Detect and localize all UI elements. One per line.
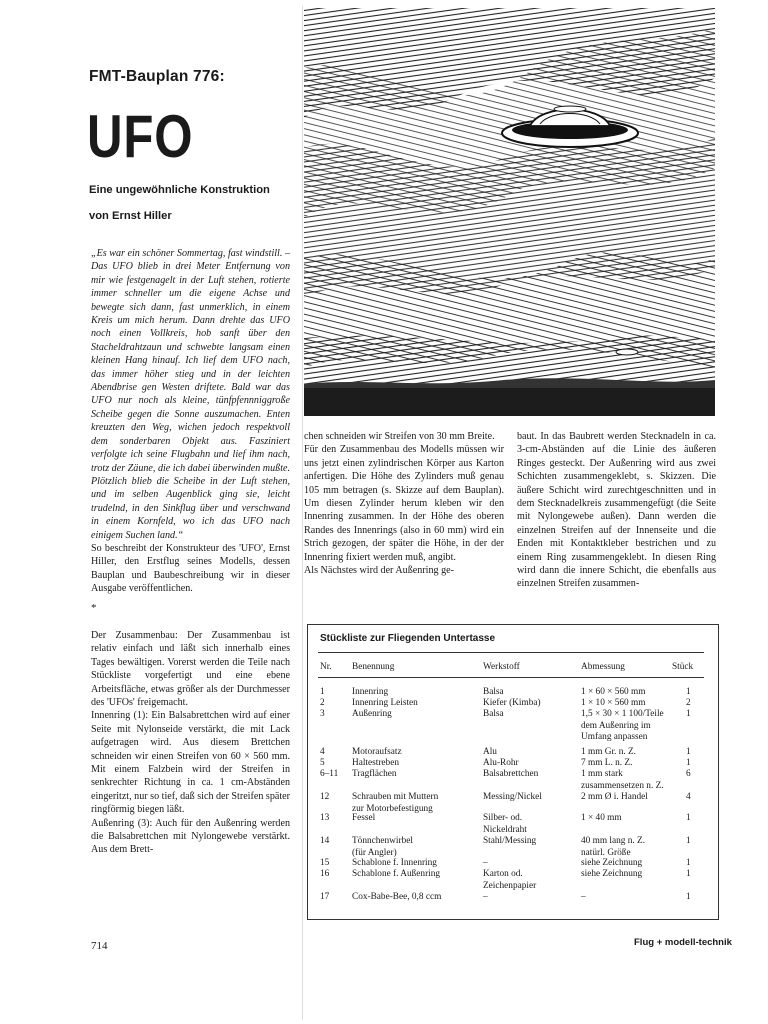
middle-paragraph-3: Als Nächstes wird der Außenring ge- bbox=[304, 565, 454, 577]
magazine-name: Flug + modell-technik bbox=[634, 937, 732, 948]
part-name: Schablone f. Außenring bbox=[352, 869, 441, 879]
part-material: Silber- od. Nickeldraht bbox=[483, 813, 527, 835]
middle-paragraph-2: Für den Zusammenbau des Modells müssen wir uns jetzt einen zylindrischen Körper aus Karton anfertigen. Die Höhe des Zylinders muß genau 105 mm betragen (s. Skizze auf dem Bauplan). Um diesen Zylinder herum kleben wir den Innenring zusammen. In der Höhe des oberen Randes des Innenrings (also in 60 mm) wird ein Strich gezogen, der später die Höhe, in der der Innenring fixiert werden muß, angibt. bbox=[304, 444, 504, 563]
part-material: Alu-Rohr bbox=[483, 758, 519, 768]
part-dimension: siehe Zeichnung bbox=[581, 869, 643, 879]
part-count: 2 bbox=[686, 698, 691, 708]
inner-ring-paragraph: Innenring (1): Ein Balsabrettchen wird auf einer Seite mit Nylonseide verstärkt, die mit Lack aufgetragen wird. Aus diesem Brettchen schneiden wir einen Streifen von 60 × 560 mm. Mit einem Falzbein wird der Streifen in senkrechter Richtung in ca. 1 cm-Abständen eingeritzt, nur so tief, daß sich der Streifen später ringförmig biegen läßt. bbox=[91, 710, 291, 816]
part-name: Schrauben mit Muttern zur Motorbefestigung bbox=[352, 792, 439, 814]
part-count: 1 bbox=[686, 813, 691, 823]
part-count: 1 bbox=[686, 869, 691, 879]
part-material: Stahl/Messing bbox=[483, 836, 537, 846]
part-material: Alu bbox=[483, 747, 497, 757]
part-number: 17 bbox=[320, 892, 330, 902]
part-name: Außenring bbox=[352, 709, 392, 719]
article-author: von Ernst Hiller bbox=[89, 210, 172, 222]
part-count: 4 bbox=[686, 792, 691, 802]
part-material: Balsa bbox=[483, 709, 504, 719]
kicker-title: FMT-Bauplan 776: bbox=[89, 68, 225, 85]
column-divider bbox=[302, 6, 303, 1020]
page-number: 714 bbox=[91, 940, 108, 952]
part-dimension: 1 mm stark zusammensetzen n. Z. bbox=[581, 769, 664, 791]
part-dimension: 1 × 60 × 560 mm bbox=[581, 687, 646, 697]
quote-paragraph: „Es war ein schöner Sommertag, fast windstill. – Das UFO blieb in drei Meter Entfernung von mir wie festgenagelt in der Luft stehen, rotierte immer schneller um die eigene Achse und bewegte sich dann, fast unmerklich, in einem Kreis um mich herum. Dann drehte das UFO noch einen Vollkreis, hob sanft über den Stacheldrahtzaun und schwebte langsam einen kleinen Hang hinauf. Ich lief dem UFO nach, das immer höher stieg und in der leichten Abendbrise gen Westen driftete. Bald war das UFO nur noch als kleine, tünfpfennniggroße Scheibe gegen die Sonne auszumachen. Enten kreuzten den Weg, wichen jedoch respektvoll dem sonderbaren Objekt aus. Fasziniert verfolgte ich seine Flugbahn und lief ihm nach, trotz der Zäune, die ich dabei überwinden mußte. Plötzlich blieb die Scheibe in der Luft stehen, und im selben Augenblick ging sie, leicht trudelnd, in den Sinkflug über und verschwand in einem Kornfeld, wo ich das UFO nach einigem Suchen land.“ bbox=[91, 248, 290, 541]
part-material: Messing/Nickel bbox=[483, 792, 542, 802]
part-number: 15 bbox=[320, 858, 330, 868]
intro-paragraph: So beschreibt der Konstrukteur des 'UFO', Ernst Hiller, den Erstflug seines Modells, dessen Bauplan und Baubeschreibung wir in dieser Ausgabe veröffentlichen. bbox=[91, 542, 290, 595]
part-count: 1 bbox=[686, 687, 691, 697]
part-name: Fessel bbox=[352, 813, 376, 823]
part-dimension: 1,5 × 30 × 1 100/Teile dem Außenring im Umfang anpassen bbox=[581, 709, 664, 743]
middle-column bbox=[304, 430, 504, 577]
part-number: 1 bbox=[320, 687, 325, 697]
part-name: Innenring Leisten bbox=[352, 698, 418, 708]
part-dimension: 1 × 40 mm bbox=[581, 813, 622, 823]
ufo-illustration bbox=[304, 8, 715, 416]
part-dimension: 1 × 10 × 560 mm bbox=[581, 698, 646, 708]
col-header-dimension: Abmessung bbox=[581, 662, 625, 672]
part-number: 12 bbox=[320, 792, 330, 802]
part-dimension: siehe Zeichnung bbox=[581, 858, 643, 868]
part-dimension: – bbox=[581, 892, 586, 902]
parts-list-table bbox=[307, 624, 719, 920]
part-number: 6–11 bbox=[320, 769, 339, 779]
assembly-paragraph: Der Zusammenbau: Der Zusammenbau ist relativ einfach und läßt sich innerhalb eines Tages bewältigen. Vorerst werden die Teile nach Stückliste vorgefertigt und eine ebene Arbeitsfläche, etwas größer als der Durchmesser des 'UFOs' freigemacht. bbox=[91, 629, 290, 708]
outer-ring-paragraph: Außenring (3): Auch für den Außenring werden die Balsabrettchen mit Nylongewebe verstärkt. Aus dem Brett- bbox=[91, 817, 290, 856]
col-header-nr: Nr. bbox=[320, 662, 332, 672]
part-name: Motoraufsatz bbox=[352, 747, 402, 757]
part-material: – bbox=[483, 858, 488, 868]
part-name: Tragflächen bbox=[352, 769, 397, 779]
part-count: 1 bbox=[686, 892, 691, 902]
table-divider bbox=[318, 652, 704, 653]
part-material: Karton od. Zeichenpapier bbox=[483, 869, 537, 891]
part-number: 14 bbox=[320, 836, 330, 846]
article-subtitle: Eine ungewöhnliche Konstruktion bbox=[89, 184, 270, 196]
part-material: Balsabrettchen bbox=[483, 769, 539, 779]
part-dimension: 2 mm Ø i. Handel bbox=[581, 792, 648, 802]
parts-list-title: Stückliste zur Fliegenden Untertasse bbox=[320, 633, 496, 644]
middle-paragraph-1: chen schneiden wir Streifen von 30 mm Breite. bbox=[304, 431, 495, 442]
col-header-material: Werkstoff bbox=[483, 662, 520, 672]
part-count: 6 bbox=[686, 769, 691, 779]
col-header-name: Benennung bbox=[352, 662, 395, 672]
table-divider bbox=[318, 677, 704, 678]
part-name: Haltestreben bbox=[352, 758, 399, 768]
part-dimension: 40 mm lang n. Z. natürl. Größe bbox=[581, 836, 646, 858]
part-name: Schablone f. Innenring bbox=[352, 858, 437, 868]
article-title: UFO bbox=[87, 103, 194, 170]
part-number: 3 bbox=[320, 709, 325, 719]
part-number: 2 bbox=[320, 698, 325, 708]
right-column bbox=[517, 430, 716, 591]
part-material: Kiefer (Kimba) bbox=[483, 698, 541, 708]
part-number: 5 bbox=[320, 758, 325, 768]
col-header-count: Stück bbox=[672, 662, 694, 672]
part-dimension: 1 mm Gr. n. Z. bbox=[581, 747, 637, 757]
part-name: Cox-Babe-Bee, 0,8 ccm bbox=[352, 892, 442, 902]
part-count: 1 bbox=[686, 709, 691, 719]
part-count: 1 bbox=[686, 747, 691, 757]
part-material: – bbox=[483, 892, 488, 902]
part-count: 1 bbox=[686, 836, 691, 846]
part-count: 1 bbox=[686, 758, 691, 768]
section-separator: * bbox=[91, 601, 97, 614]
part-count: 1 bbox=[686, 858, 691, 868]
part-name: Tönnchenwirbel (für Angler) bbox=[352, 836, 413, 858]
part-number: 16 bbox=[320, 869, 330, 879]
part-number: 13 bbox=[320, 813, 330, 823]
part-number: 4 bbox=[320, 747, 325, 757]
right-paragraph-1: baut. In das Baubrett werden Stecknadeln in ca. 3-cm-Abständen auf die Linie des äußeren Ringes gesteckt. Der Außenring wird aus zwei Schichten zusammengeklebt, s. Skizzen. Die äußere Schicht wird zurechtgeschnitten und in dem Stecknadelkreis zusammengefügt (die Seite mit Nylongewebe außen). Dann werden die einzelnen Streifen auf der Innenseite und die Enden mit Kontaktkleber bestrichen und zu einem Ring zusammengeklebt. In diesen Ring wird dann die innere Schicht, die ebenfalls aus einzelnen Streifen zusammen- bbox=[517, 431, 716, 590]
part-material: Balsa bbox=[483, 687, 504, 697]
part-dimension: 7 mm L. n. Z. bbox=[581, 758, 633, 768]
part-name: Innenring bbox=[352, 687, 389, 697]
left-column bbox=[91, 247, 290, 857]
